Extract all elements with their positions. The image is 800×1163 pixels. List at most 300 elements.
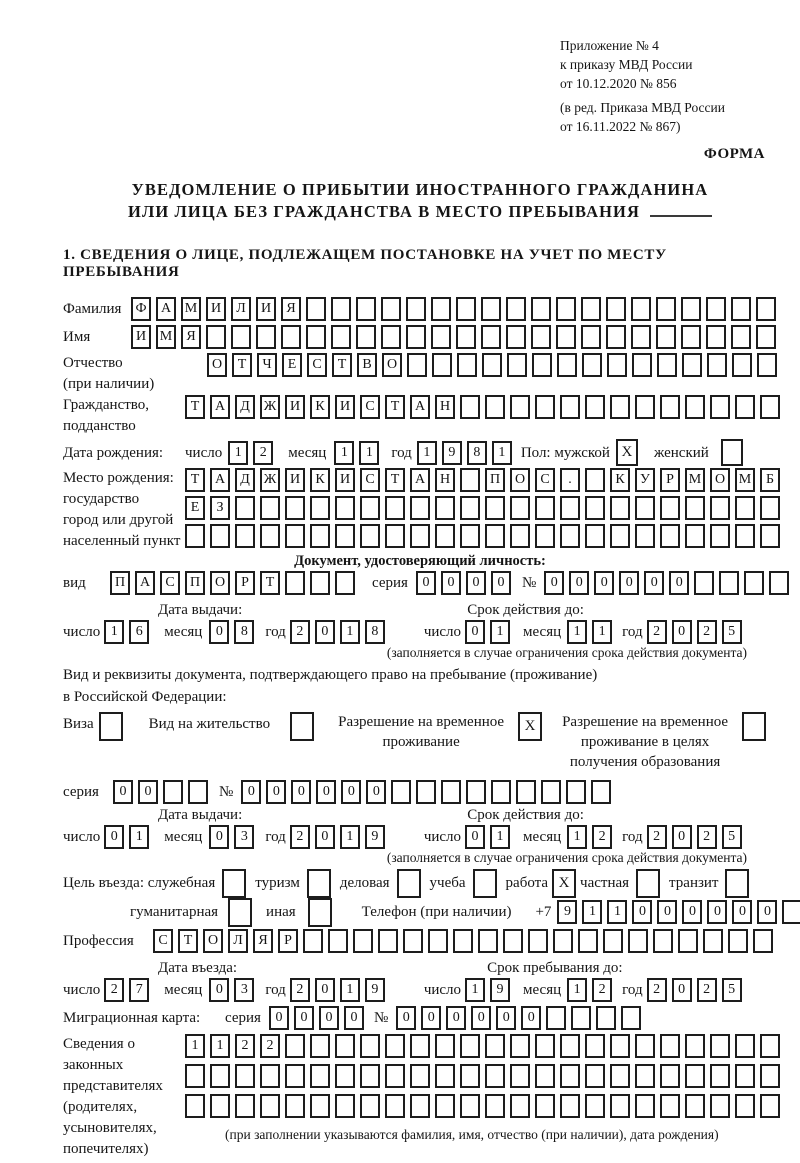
char-cell[interactable]: 1 [607,900,627,924]
char-cell[interactable]: С [360,395,380,419]
char-cell[interactable] [706,325,726,349]
char-cell[interactable]: 1 [104,620,124,644]
char-cell[interactable] [685,1094,705,1118]
char-cell[interactable]: 9 [442,441,462,465]
char-cell[interactable]: 2 [290,620,310,644]
char-cell[interactable]: 0 [319,1006,339,1030]
char-cell[interactable] [610,1034,630,1058]
char-cell[interactable]: 0 [316,780,336,804]
char-cell[interactable]: 0 [594,571,614,595]
char-cell[interactable]: М [181,297,201,321]
char-cell[interactable]: 0 [707,900,727,924]
birth-month-cells[interactable] [334,441,384,465]
permit-valid-month-cells[interactable] [567,825,617,849]
char-cell[interactable]: Т [178,929,198,953]
char-cell[interactable] [310,524,330,548]
char-cell[interactable] [235,496,255,520]
female-checkbox[interactable] [721,439,743,466]
char-cell[interactable] [757,353,777,377]
char-cell[interactable] [535,1094,555,1118]
char-cell[interactable] [456,325,476,349]
char-cell[interactable] [410,1094,430,1118]
char-cell[interactable] [485,1064,505,1088]
char-cell[interactable] [310,1064,330,1088]
char-cell[interactable] [435,496,455,520]
char-cell[interactable] [331,325,351,349]
char-cell[interactable] [435,524,455,548]
char-cell[interactable] [735,395,755,419]
char-cell[interactable]: А [156,297,176,321]
entry-month-cells[interactable] [209,978,259,1002]
char-cell[interactable]: 9 [490,978,510,1002]
char-cell[interactable]: 0 [441,571,461,595]
char-cell[interactable] [753,929,773,953]
char-cell[interactable] [281,325,301,349]
char-cell[interactable] [656,325,676,349]
char-cell[interactable] [560,1064,580,1088]
char-cell[interactable] [481,325,501,349]
char-cell[interactable]: 5 [722,620,742,644]
char-cell[interactable]: А [410,395,430,419]
char-cell[interactable]: 1 [417,441,437,465]
char-cell[interactable] [485,496,505,520]
char-cell[interactable]: 2 [647,620,667,644]
char-cell[interactable] [528,929,548,953]
char-cell[interactable]: 1 [340,978,360,1002]
char-cell[interactable] [760,496,780,520]
char-cell[interactable] [535,1034,555,1058]
char-cell[interactable]: 5 [722,825,742,849]
char-cell[interactable] [485,524,505,548]
char-cell[interactable]: 5 [722,978,742,1002]
char-cell[interactable] [335,1064,355,1088]
char-cell[interactable] [356,325,376,349]
char-cell[interactable] [635,1034,655,1058]
char-cell[interactable]: 2 [290,825,310,849]
permit-series-cells[interactable] [113,780,213,804]
char-cell[interactable] [441,780,461,804]
char-cell[interactable] [621,1006,641,1030]
char-cell[interactable] [685,524,705,548]
char-cell[interactable]: 0 [416,571,436,595]
char-cell[interactable] [285,1094,305,1118]
char-cell[interactable]: 9 [365,825,385,849]
char-cell[interactable] [560,524,580,548]
char-cell[interactable] [335,1094,355,1118]
phone-cells[interactable] [557,900,800,924]
char-cell[interactable] [385,496,405,520]
char-cell[interactable] [285,496,305,520]
char-cell[interactable] [310,571,330,595]
char-cell[interactable]: 0 [446,1006,466,1030]
char-cell[interactable]: С [307,353,327,377]
char-cell[interactable]: 0 [315,978,335,1002]
char-cell[interactable] [685,1034,705,1058]
char-cell[interactable] [682,353,702,377]
char-cell[interactable]: Е [282,353,302,377]
char-cell[interactable] [635,395,655,419]
char-cell[interactable] [560,1094,580,1118]
char-cell[interactable] [760,1034,780,1058]
char-cell[interactable]: 9 [365,978,385,1002]
char-cell[interactable] [210,1094,230,1118]
char-cell[interactable] [685,1064,705,1088]
char-cell[interactable]: И [285,468,305,492]
char-cell[interactable]: И [206,297,226,321]
char-cell[interactable] [560,496,580,520]
char-cell[interactable]: 1 [210,1034,230,1058]
char-cell[interactable] [581,297,601,321]
char-cell[interactable] [491,780,511,804]
char-cell[interactable]: Д [235,395,255,419]
char-cell[interactable] [660,496,680,520]
char-cell[interactable]: 8 [467,441,487,465]
char-cell[interactable]: 2 [697,978,717,1002]
char-cell[interactable] [231,325,251,349]
doc-type-cells[interactable] [110,571,360,595]
char-cell[interactable]: 1 [185,1034,205,1058]
char-cell[interactable] [660,395,680,419]
char-cell[interactable] [335,524,355,548]
char-cell[interactable] [610,395,630,419]
char-cell[interactable]: 0 [113,780,133,804]
char-cell[interactable] [385,1094,405,1118]
char-cell[interactable]: 2 [592,825,612,849]
doc-issue-year-cells[interactable] [290,620,390,644]
char-cell[interactable]: К [310,468,330,492]
char-cell[interactable]: 0 [344,1006,364,1030]
char-cell[interactable] [731,297,751,321]
char-cell[interactable]: А [210,395,230,419]
char-cell[interactable]: А [410,468,430,492]
char-cell[interactable] [681,297,701,321]
char-cell[interactable] [360,524,380,548]
char-cell[interactable] [581,325,601,349]
char-cell[interactable]: К [310,395,330,419]
visa-checkbox[interactable] [99,712,123,741]
char-cell[interactable] [385,1064,405,1088]
char-cell[interactable]: 0 [521,1006,541,1030]
char-cell[interactable]: С [535,468,555,492]
char-cell[interactable]: Т [232,353,252,377]
char-cell[interactable]: 2 [647,978,667,1002]
char-cell[interactable]: Ф [131,297,151,321]
char-cell[interactable]: И [285,395,305,419]
char-cell[interactable] [578,929,598,953]
char-cell[interactable] [585,1064,605,1088]
char-cell[interactable] [541,780,561,804]
birthplace-cells-row1[interactable] [185,468,785,492]
char-cell[interactable]: Д [235,468,255,492]
char-cell[interactable] [310,1094,330,1118]
char-cell[interactable]: Т [332,353,352,377]
char-cell[interactable]: И [256,297,276,321]
char-cell[interactable] [694,571,714,595]
char-cell[interactable]: 2 [235,1034,255,1058]
char-cell[interactable]: 0 [266,780,286,804]
char-cell[interactable]: 0 [644,571,664,595]
char-cell[interactable]: Я [181,325,201,349]
char-cell[interactable]: 1 [567,825,587,849]
char-cell[interactable] [378,929,398,953]
char-cell[interactable]: У [635,468,655,492]
permit-valid-day-cells[interactable] [465,825,515,849]
char-cell[interactable]: 2 [290,978,310,1002]
char-cell[interactable]: А [210,468,230,492]
char-cell[interactable] [410,1034,430,1058]
char-cell[interactable]: М [156,325,176,349]
char-cell[interactable]: К [610,468,630,492]
char-cell[interactable]: 2 [697,825,717,849]
char-cell[interactable] [460,1094,480,1118]
char-cell[interactable]: 6 [129,620,149,644]
char-cell[interactable] [431,297,451,321]
char-cell[interactable] [185,1064,205,1088]
char-cell[interactable] [478,929,498,953]
doc-valid-year-cells[interactable] [647,620,747,644]
male-checkbox[interactable]: X [616,439,638,466]
char-cell[interactable] [460,1064,480,1088]
char-cell[interactable]: Б [760,468,780,492]
char-cell[interactable]: О [203,929,223,953]
char-cell[interactable] [188,780,208,804]
char-cell[interactable] [535,524,555,548]
char-cell[interactable] [416,780,436,804]
char-cell[interactable]: Н [435,468,455,492]
char-cell[interactable] [703,929,723,953]
char-cell[interactable]: 0 [569,571,589,595]
transit-checkbox[interactable] [725,869,749,898]
char-cell[interactable] [435,1034,455,1058]
char-cell[interactable] [406,297,426,321]
char-cell[interactable] [728,929,748,953]
char-cell[interactable] [560,395,580,419]
char-cell[interactable] [410,524,430,548]
char-cell[interactable] [553,929,573,953]
char-cell[interactable] [710,1094,730,1118]
char-cell[interactable] [596,1006,616,1030]
char-cell[interactable]: М [735,468,755,492]
char-cell[interactable] [735,496,755,520]
doc-issue-day-cells[interactable] [104,620,154,644]
char-cell[interactable]: 0 [669,571,689,595]
char-cell[interactable] [531,325,551,349]
char-cell[interactable]: 1 [465,978,485,1002]
char-cell[interactable] [535,496,555,520]
char-cell[interactable]: 2 [647,825,667,849]
char-cell[interactable] [381,297,401,321]
char-cell[interactable]: 1 [340,825,360,849]
char-cell[interactable]: 0 [471,1006,491,1030]
entry-year-cells[interactable] [290,978,390,1002]
char-cell[interactable] [756,297,776,321]
char-cell[interactable] [391,780,411,804]
char-cell[interactable]: 0 [396,1006,416,1030]
char-cell[interactable]: Ж [260,395,280,419]
char-cell[interactable] [235,1064,255,1088]
char-cell[interactable] [735,1094,755,1118]
char-cell[interactable] [782,900,800,924]
char-cell[interactable] [335,1034,355,1058]
char-cell[interactable] [360,1094,380,1118]
stay-year-cells[interactable] [647,978,747,1002]
char-cell[interactable]: С [360,468,380,492]
char-cell[interactable]: 1 [490,620,510,644]
char-cell[interactable] [485,1094,505,1118]
char-cell[interactable]: 0 [241,780,261,804]
char-cell[interactable] [610,1094,630,1118]
char-cell[interactable] [631,297,651,321]
char-cell[interactable] [546,1006,566,1030]
char-cell[interactable] [460,496,480,520]
char-cell[interactable] [381,325,401,349]
temp-permit-checkbox[interactable]: X [518,712,542,741]
char-cell[interactable] [571,1006,591,1030]
char-cell[interactable] [535,1064,555,1088]
permit-issue-month-cells[interactable] [209,825,259,849]
char-cell[interactable] [407,353,427,377]
char-cell[interactable] [432,353,452,377]
char-cell[interactable]: Ч [257,353,277,377]
char-cell[interactable]: И [335,468,355,492]
char-cell[interactable] [607,353,627,377]
char-cell[interactable] [710,496,730,520]
other-purpose-checkbox[interactable] [308,898,332,927]
char-cell[interactable]: 0 [104,825,124,849]
char-cell[interactable] [685,496,705,520]
char-cell[interactable]: 8 [234,620,254,644]
char-cell[interactable]: 1 [228,441,248,465]
char-cell[interactable] [235,1094,255,1118]
char-cell[interactable] [660,1034,680,1058]
char-cell[interactable] [435,1094,455,1118]
char-cell[interactable]: 1 [567,620,587,644]
char-cell[interactable] [557,353,577,377]
char-cell[interactable] [210,1064,230,1088]
char-cell[interactable] [681,325,701,349]
char-cell[interactable]: О [382,353,402,377]
char-cell[interactable] [256,325,276,349]
representatives-cells-row3[interactable] [185,1094,785,1118]
char-cell[interactable] [710,1064,730,1088]
char-cell[interactable] [510,395,530,419]
char-cell[interactable]: 0 [672,825,692,849]
char-cell[interactable] [285,524,305,548]
char-cell[interactable] [566,780,586,804]
char-cell[interactable] [735,524,755,548]
char-cell[interactable]: И [131,325,151,349]
char-cell[interactable] [260,524,280,548]
char-cell[interactable] [660,1094,680,1118]
char-cell[interactable] [591,780,611,804]
char-cell[interactable]: Л [228,929,248,953]
char-cell[interactable]: 1 [359,441,379,465]
char-cell[interactable] [710,524,730,548]
char-cell[interactable] [582,353,602,377]
permit-issue-day-cells[interactable] [104,825,154,849]
char-cell[interactable]: П [185,571,205,595]
char-cell[interactable] [385,1034,405,1058]
char-cell[interactable]: 0 [496,1006,516,1030]
char-cell[interactable] [556,325,576,349]
char-cell[interactable] [556,297,576,321]
citizenship-cells[interactable] [185,395,785,419]
char-cell[interactable] [206,325,226,349]
char-cell[interactable] [710,395,730,419]
char-cell[interactable]: 2 [592,978,612,1002]
char-cell[interactable] [506,297,526,321]
char-cell[interactable]: Н [435,395,455,419]
study-checkbox[interactable] [473,869,497,898]
char-cell[interactable] [707,353,727,377]
birthplace-cells-row2[interactable] [185,496,785,520]
char-cell[interactable] [260,496,280,520]
char-cell[interactable] [310,1034,330,1058]
char-cell[interactable] [406,325,426,349]
char-cell[interactable]: Т [385,468,405,492]
char-cell[interactable] [535,395,555,419]
stay-month-cells[interactable] [567,978,617,1002]
char-cell[interactable]: 0 [341,780,361,804]
doc-valid-month-cells[interactable] [567,620,617,644]
char-cell[interactable] [185,1094,205,1118]
representatives-cells-row1[interactable] [185,1034,785,1058]
char-cell[interactable]: 0 [366,780,386,804]
doc-valid-day-cells[interactable] [465,620,515,644]
char-cell[interactable]: 0 [269,1006,289,1030]
char-cell[interactable] [760,524,780,548]
char-cell[interactable]: 0 [421,1006,441,1030]
char-cell[interactable] [710,1034,730,1058]
char-cell[interactable] [610,496,630,520]
char-cell[interactable]: 2 [260,1034,280,1058]
name-cells[interactable] [131,325,781,349]
char-cell[interactable]: О [510,468,530,492]
char-cell[interactable]: И [335,395,355,419]
char-cell[interactable]: З [210,496,230,520]
char-cell[interactable] [485,395,505,419]
birthplace-cells-row3[interactable] [185,524,785,548]
char-cell[interactable]: 0 [291,780,311,804]
char-cell[interactable] [410,496,430,520]
char-cell[interactable] [685,395,705,419]
official-checkbox[interactable] [222,869,246,898]
char-cell[interactable] [656,297,676,321]
surname-cells[interactable] [131,297,781,321]
char-cell[interactable] [410,1064,430,1088]
char-cell[interactable] [510,1034,530,1058]
char-cell[interactable]: 0 [619,571,639,595]
char-cell[interactable]: 1 [490,825,510,849]
char-cell[interactable]: 2 [253,441,273,465]
char-cell[interactable]: 1 [592,620,612,644]
char-cell[interactable] [481,297,501,321]
char-cell[interactable]: 2 [104,978,124,1002]
char-cell[interactable]: О [210,571,230,595]
permit-valid-year-cells[interactable] [647,825,747,849]
char-cell[interactable] [428,929,448,953]
char-cell[interactable] [306,325,326,349]
char-cell[interactable] [310,496,330,520]
tourism-checkbox[interactable] [307,869,331,898]
char-cell[interactable]: Р [235,571,255,595]
char-cell[interactable] [585,468,605,492]
char-cell[interactable]: Ж [260,468,280,492]
char-cell[interactable] [760,1094,780,1118]
char-cell[interactable]: 0 [491,571,511,595]
char-cell[interactable] [510,1064,530,1088]
char-cell[interactable] [706,297,726,321]
